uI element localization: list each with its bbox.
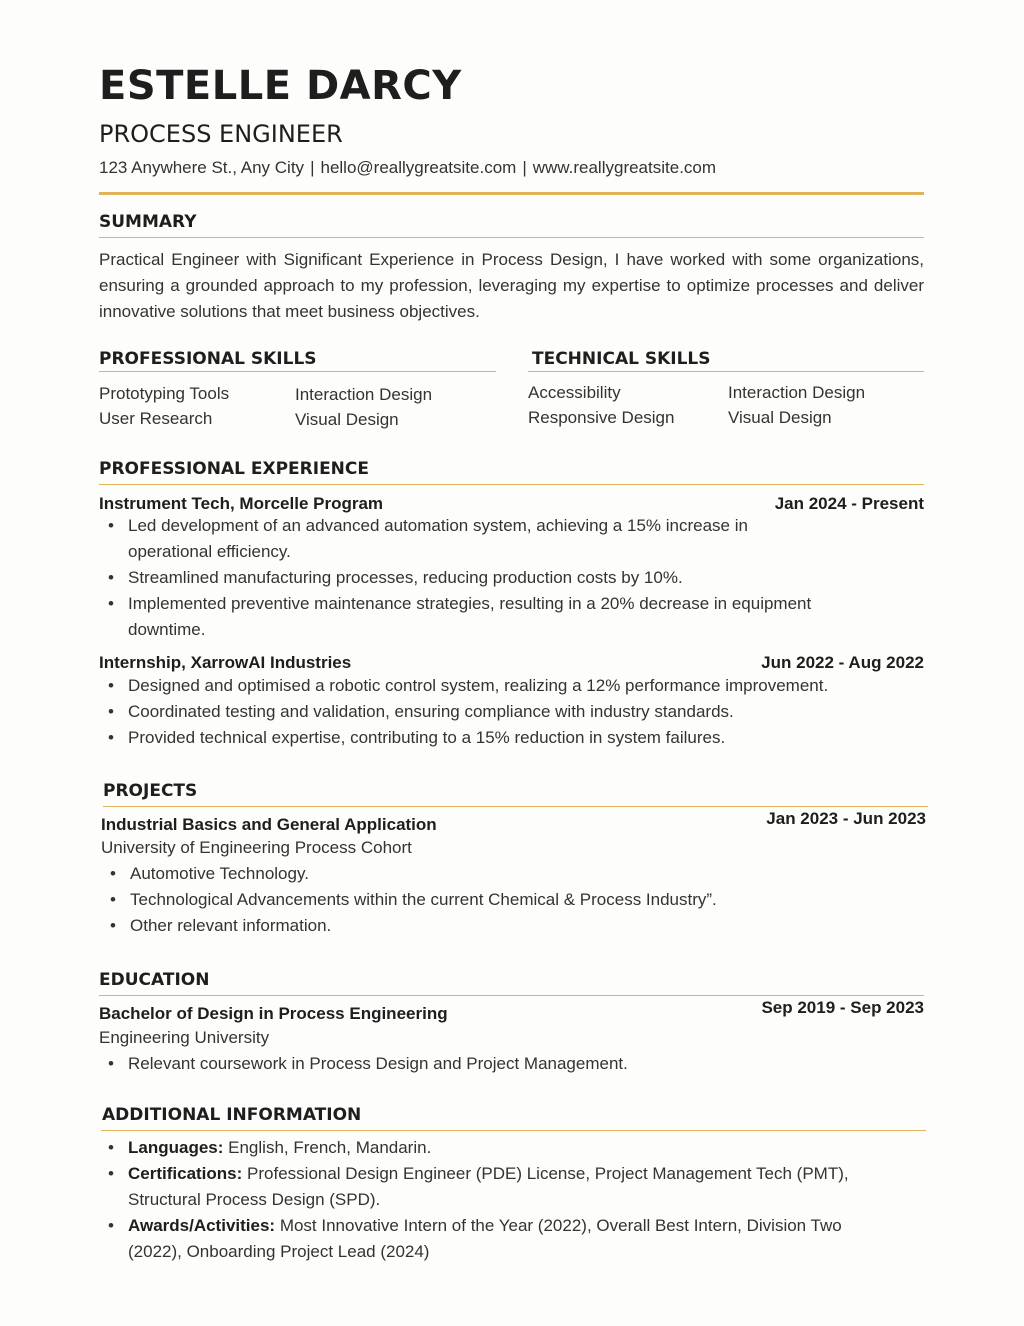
list-item xyxy=(99,1213,859,1265)
info-label: Certifications: xyxy=(128,1164,243,1183)
candidate-title: PROCESS ENGINEER xyxy=(99,120,343,148)
bullet-dot: • xyxy=(108,516,114,535)
email-link[interactable]: hello@reallygreatsite.com xyxy=(320,158,517,177)
summary-divider xyxy=(99,237,924,238)
bullet-text: Automotive Technology. xyxy=(130,864,309,883)
bullet-text: Designed and optimised a robotic control system, realizing a 12% performance improvement. xyxy=(128,676,829,695)
bullet-dot: • xyxy=(108,702,114,721)
info-label: Languages: xyxy=(128,1138,224,1157)
professional-skills-heading: PROFESSIONAL SKILLS xyxy=(99,349,317,369)
list-item xyxy=(99,699,924,725)
contact-line xyxy=(99,156,716,180)
job-dates: Jun 2022 - Aug 2022 xyxy=(761,653,924,672)
job-bullets xyxy=(99,673,924,751)
skill-item: User Research xyxy=(99,409,213,428)
education-dates: Sep 2019 - Sep 2023 xyxy=(761,998,924,1017)
contact-separator: | xyxy=(522,158,527,177)
bullet-dot: • xyxy=(110,916,116,935)
summary-text: Practical Engineer with Significant Experience in Process Design, I have worked with some organizations, ensuring a grounded approach to my profession, leveraging my expertise to optimize processes and deliver innovative solutions that meet business objectives. xyxy=(99,250,924,321)
list-item xyxy=(99,1161,859,1213)
projects-heading: PROJECTS xyxy=(103,781,198,801)
professional-skills-divider xyxy=(99,371,496,372)
candidate-name: ESTELLE DARCY xyxy=(99,63,462,109)
skill-item: Responsive Design xyxy=(528,408,675,427)
list-item xyxy=(99,1135,859,1161)
list-item xyxy=(99,673,924,699)
project-dates: Jan 2023 - Jun 2023 xyxy=(766,809,926,828)
project-title: Industrial Basics and General Application xyxy=(101,815,437,834)
bullet-text: Other relevant information. xyxy=(130,916,332,935)
skill-item: Visual Design xyxy=(295,410,399,429)
address-text: 123 Anywhere St., Any City xyxy=(99,158,305,177)
experience-heading: PROFESSIONAL EXPERIENCE xyxy=(99,459,369,479)
bullet-text: Provided technical expertise, contributing to a 15% reduction in system failures. xyxy=(128,728,726,747)
header-divider xyxy=(99,192,924,195)
bullet-dot: • xyxy=(110,890,116,909)
job-title: Instrument Tech, Morcelle Program xyxy=(99,494,384,513)
education-bullets xyxy=(99,1051,924,1077)
skill-item: Prototyping Tools xyxy=(99,384,230,403)
bullet-text: Technological Advancements within the current Chemical & Process Industry”. xyxy=(130,890,717,909)
job-title: Internship, XarrowAI Industries xyxy=(99,653,352,672)
additional-divider xyxy=(101,1130,926,1131)
list-item xyxy=(99,513,819,565)
info-text: Most Innovative Intern of the Year (2022), Overall Best Intern, Division Two (2022), Onboarding Project Lead (2024) xyxy=(128,1216,842,1261)
list-item xyxy=(99,1051,924,1077)
job-bullets xyxy=(99,513,819,643)
contact-separator: | xyxy=(310,158,315,177)
list-item xyxy=(101,887,924,913)
bullet-dot: • xyxy=(108,728,114,747)
list-item xyxy=(101,861,924,887)
list-item xyxy=(99,591,819,643)
additional-heading: ADDITIONAL INFORMATION xyxy=(102,1105,362,1125)
skill-item: Accessibility xyxy=(528,383,621,402)
list-item xyxy=(99,565,819,591)
project-bullets xyxy=(101,861,924,939)
bullet-text: Led development of an advanced automation system, achieving a 15% increase in operational efficiency. xyxy=(128,516,748,561)
skill-item: Interaction Design xyxy=(295,385,433,404)
technical-skills-divider xyxy=(528,371,924,372)
bullet-text: Coordinated testing and validation, ensuring compliance with industry standards. xyxy=(128,702,734,721)
bullet-dot: • xyxy=(108,594,114,613)
info-text: Professional Design Engineer (PDE) License, Project Management Tech (PMT), Structural Process Design (SPD). xyxy=(128,1164,849,1209)
school-name: Engineering University xyxy=(99,1028,270,1047)
list-item xyxy=(101,913,924,939)
list-item xyxy=(99,725,924,751)
website-link[interactable]: www.reallygreatsite.com xyxy=(532,158,717,177)
bullet-dot: • xyxy=(108,1216,114,1235)
experience-divider xyxy=(99,484,924,485)
summary-heading: SUMMARY xyxy=(99,212,197,232)
info-label: Awards/Activities: xyxy=(128,1216,276,1235)
bullet-text: Implemented preventive maintenance strategies, resulting in a 20% decrease in equipment downtime. xyxy=(128,594,812,639)
job-dates: Jan 2024 - Present xyxy=(774,494,924,513)
bullet-text: Streamlined manufacturing processes, reducing production costs by 10%. xyxy=(128,568,683,587)
bullet-text: Relevant coursework in Process Design and Project Management. xyxy=(128,1054,628,1073)
info-text: English, French, Mandarin. xyxy=(228,1138,432,1157)
skill-item: Interaction Design xyxy=(728,383,866,402)
skill-item: Visual Design xyxy=(728,408,832,427)
additional-list xyxy=(99,1135,859,1265)
bullet-dot: • xyxy=(108,1138,114,1157)
bullet-dot: • xyxy=(108,676,114,695)
bullet-dot: • xyxy=(108,568,114,587)
bullet-dot: • xyxy=(108,1054,114,1073)
degree-title: Bachelor of Design in Process Engineering xyxy=(99,1004,448,1023)
project-org: University of Engineering Process Cohort xyxy=(101,838,412,857)
technical-skills-heading: TECHNICAL SKILLS xyxy=(532,349,711,369)
education-heading: EDUCATION xyxy=(99,970,210,990)
bullet-dot: • xyxy=(108,1164,114,1183)
bullet-dot: • xyxy=(110,864,116,883)
